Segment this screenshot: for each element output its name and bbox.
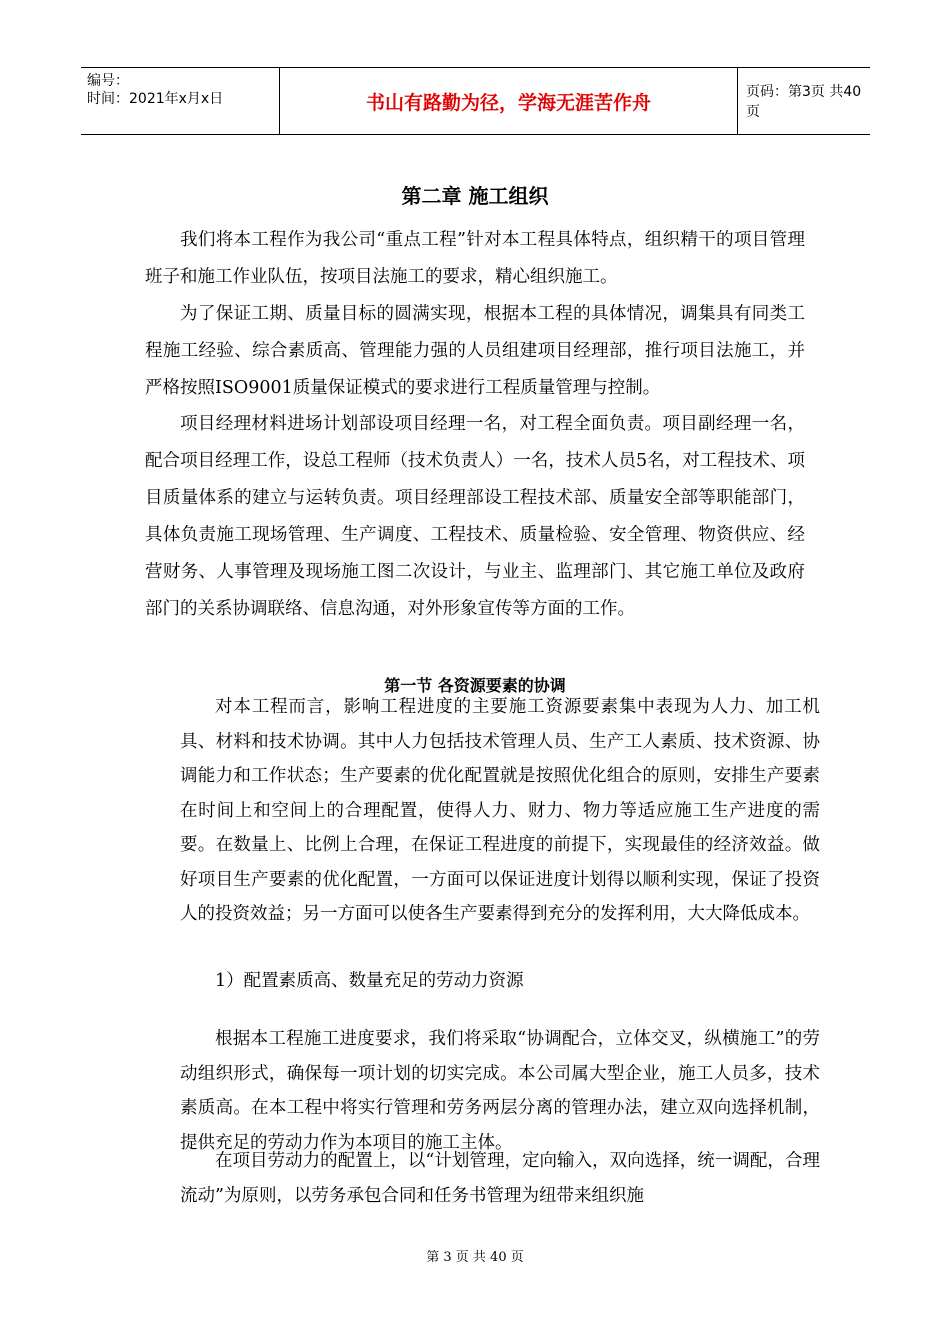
- header-meta: [81, 68, 280, 134]
- intro-paragraph-3: 项目经理材料进场计划部设项目经理一名，对工程全面负责。项目副经理一名，配合项目经理工作，设总工程师（技术负责人）一名，技术人员5名，对工程技术、项目质量体系的建立与运转负责。项目经理部设工程技术部、质量安全部等职能部门，具体负责施工现场管理、生产调度、工程技术、质量检验、安全管理、物资供应、经营财务、人事管理及现场施工图二次设计，与业主、监理部门、其它施工单位及政府部门的关系协调联络、信息沟通，对外形象宣传等方面的工作。: [145, 414, 805, 619]
- document-header: [81, 67, 870, 135]
- header-slogan: 书山有路勤为径，学海无涯苦作舟: [280, 68, 738, 134]
- intro-paragraph-2: 为了保证工期、质量目标的圆满实现，根据本工程的具体情况，调集具有同类工程施工经验、综合素质高、管理能力强的人员组建项目经理部，推行项目法施工，并严格按照ISO9001质量保证模式的要求进行工程质量管理与控制。: [145, 304, 805, 398]
- section-title: 第一节 各资源要素的协调: [384, 676, 566, 695]
- section-paragraph-3: 在项目劳动力的配置上，以“计划管理，定向输入，双向选择，统一调配，合理流动”为原则，以劳务承包合同和任务书管理为纽带来组织施: [180, 1151, 820, 1206]
- intro-paragraph-1: 我们将本工程作为我公司“重点工程”针对本工程具体特点，组织精干的项目管理班子和施工作业队伍，按项目法施工的要求，精心组织施工。: [145, 230, 805, 287]
- page-footer: 第 3 页 共 40 页: [426, 1250, 524, 1265]
- section-paragraph-2: 根据本工程施工进度要求，我们将采取“协调配合，立体交叉，纵横施工”的劳动组织形式，确保每一项计划的切实完成。本公司属大型企业，施工人员多，技术素质高。在本工程中将实行管理和劳务两层分离的管理办法，建立双向选择机制，提供充足的劳动力作为本项目的施工主体。: [180, 1029, 820, 1153]
- number-label: 编号：: [87, 73, 129, 89]
- header-page-info: 页码：第3页 共40页: [746, 84, 862, 120]
- chapter-title: 第二章 施工组织: [401, 184, 549, 208]
- time-label: 时间：2021年x月x日: [87, 91, 224, 107]
- section-paragraph-1: 对本工程而言，影响工程进度的主要施工资源要素集中表现为人力、加工机具、材料和技术协调。其中人力包括技术管理人员、生产工人素质、技术资源、协调能力和工作状态；生产要素的优化配置就是按照优化组合的原则，安排生产要素在时间上和空间上的合理配置，使得人力、财力、物力等适应施工生产进度的需要。在数量上、比例上合理，在保证工程进度的前提下，实现最佳的经济效益。做好项目生产要素的优化配置，一方面可以保证进度计划得以顺利实现，保证了投资人的投资效益；另一方面可以使各生产要素得到充分的发挥利用，大大降低成本。: [180, 697, 820, 924]
- section-item-heading: 1）配置素质高、数量充足的劳动力资源: [215, 971, 524, 991]
